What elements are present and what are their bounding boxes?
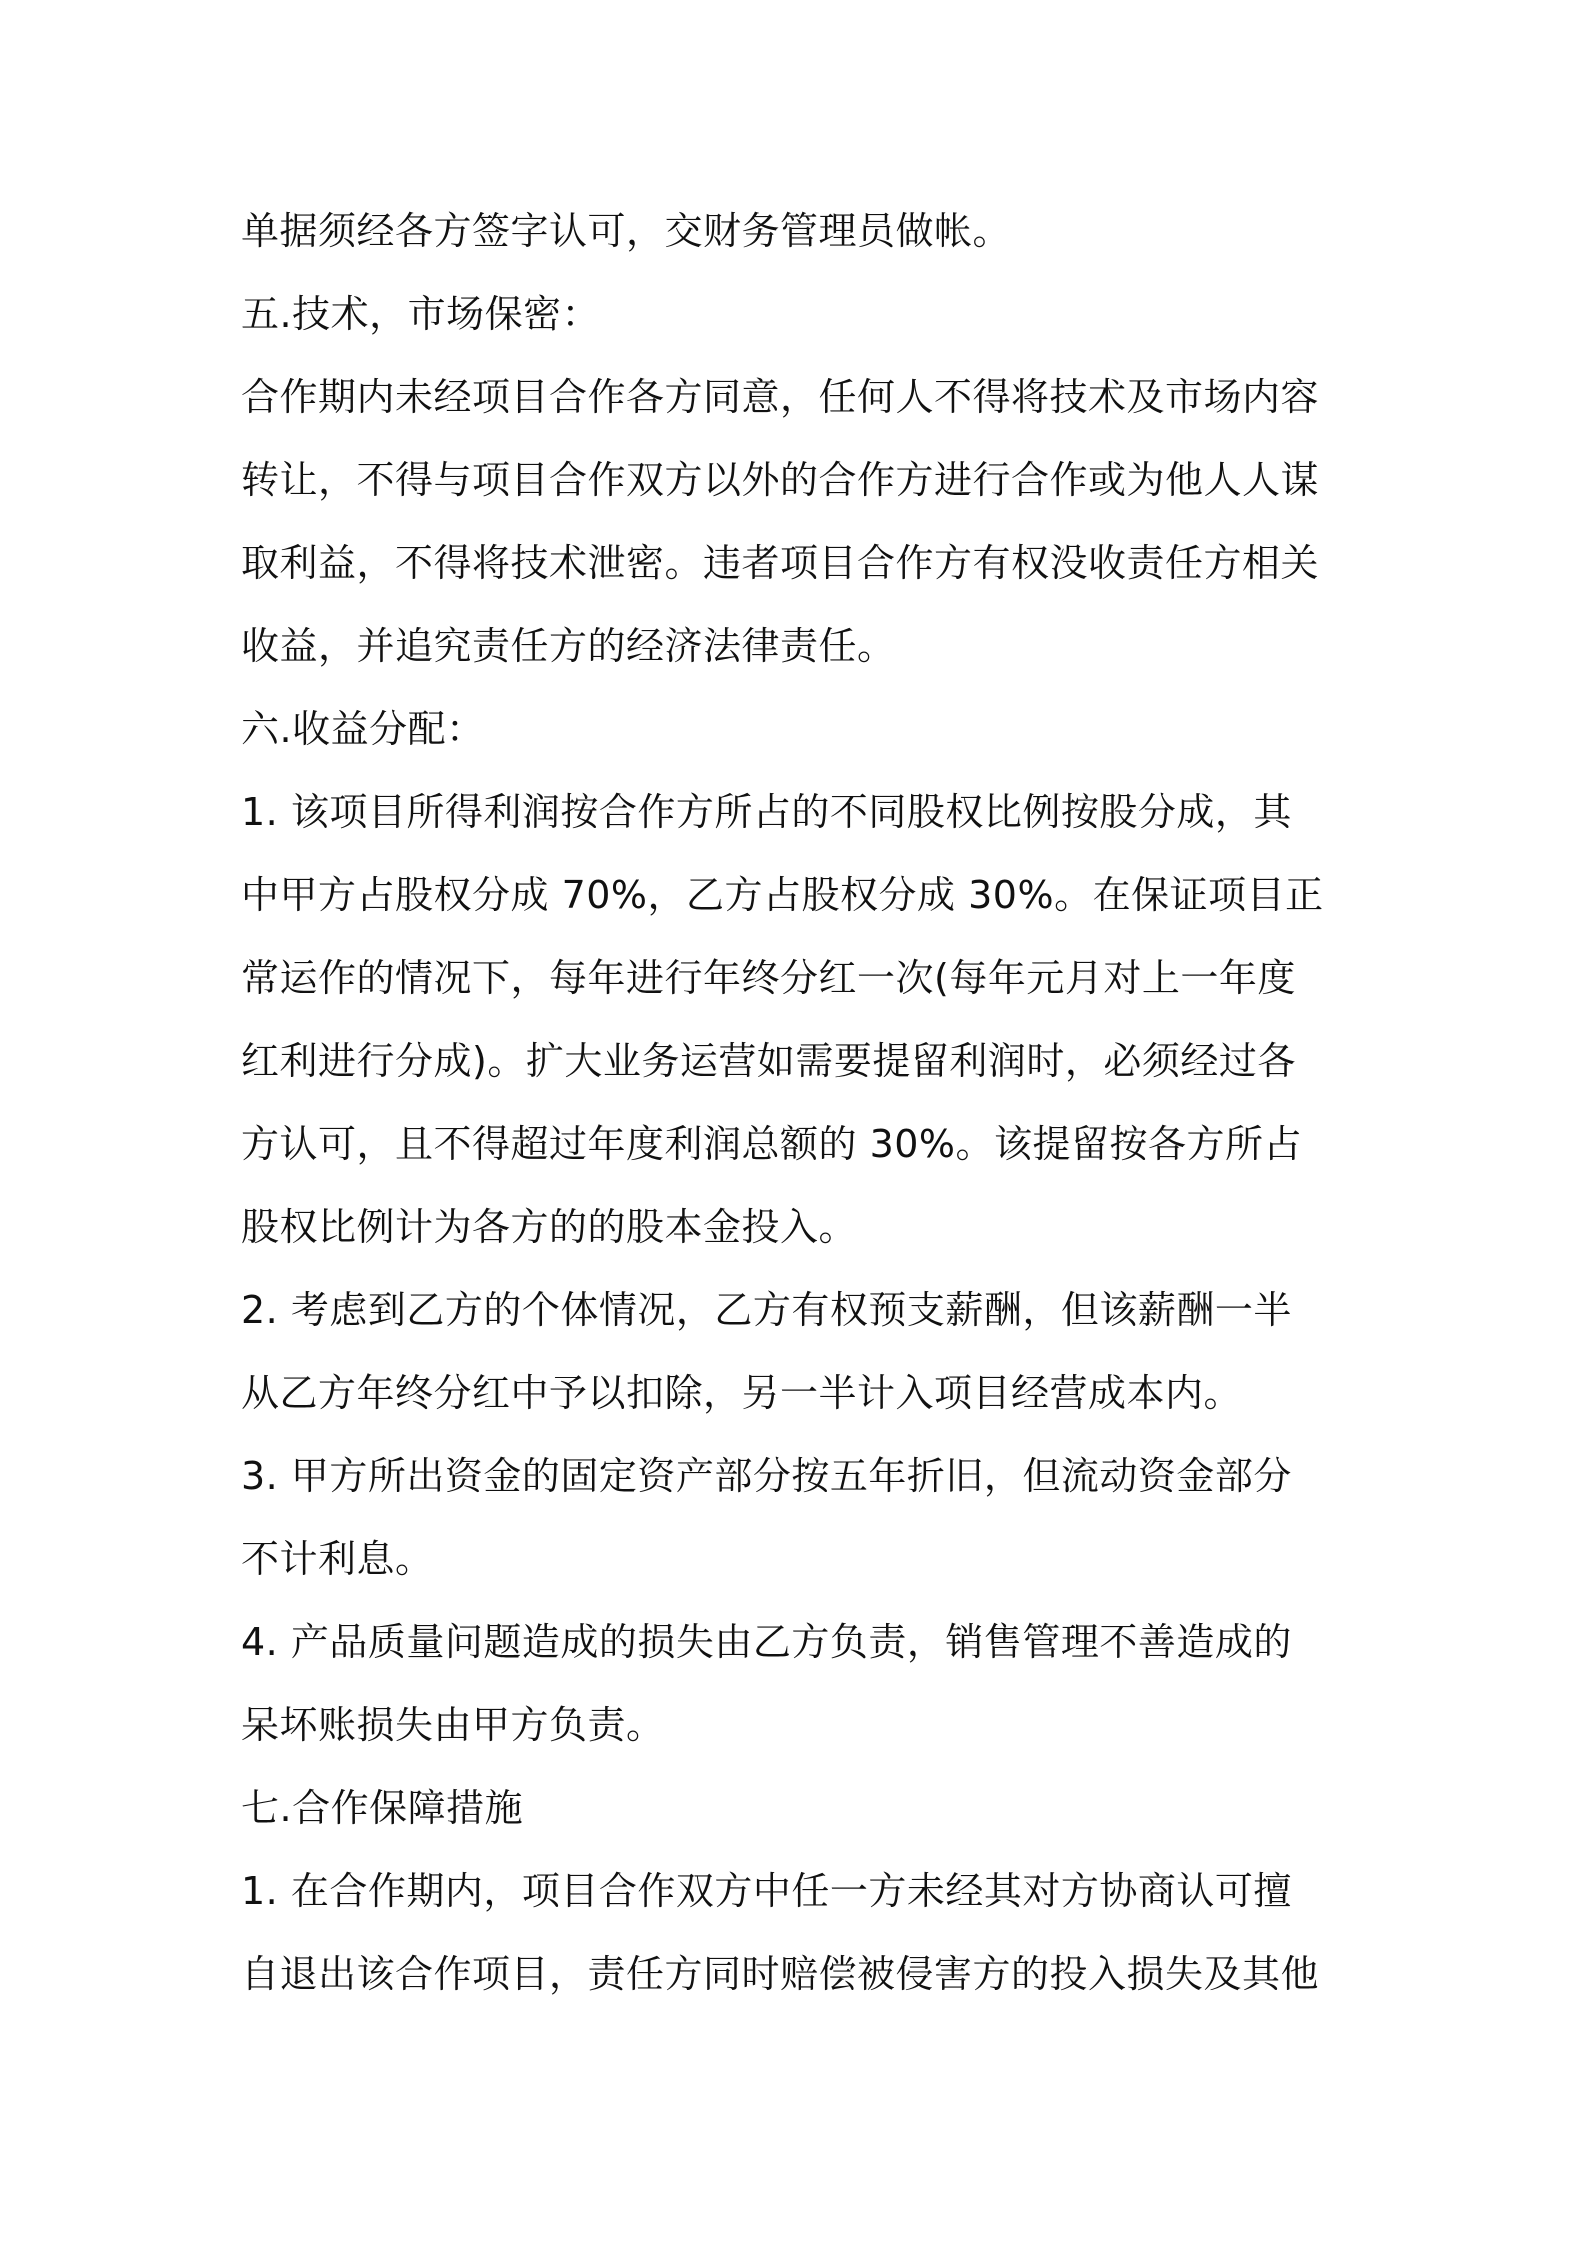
- text-line: 转让，不得与项目合作双方以外的合作方进行合作或为他人人谋: [241, 458, 1320, 502]
- text-line: 股权比例计为各方的的股本金投入。: [241, 1205, 858, 1249]
- text-line: 不计利息。: [241, 1537, 434, 1581]
- text-line: 从乙方年终分红中予以扣除，另一半计入项目经营成本内。: [241, 1371, 1243, 1415]
- document-page: [241, 190, 1356, 2016]
- section-heading: 六.收益分配：: [241, 707, 485, 751]
- text-line: 2. 考虑到乙方的个体情况，乙方有权预支薪酬，但该薪酬一半: [241, 1288, 1292, 1332]
- text-line: 收益，并追究责任方的经济法律责任。: [241, 624, 896, 668]
- text-line: 3. 甲方所出资金的固定资产部分按五年折旧，但流动资金部分: [241, 1454, 1292, 1498]
- text-line: 单据须经各方签字认可，交财务管理员做帐。: [241, 209, 1012, 253]
- text-line: 1. 该项目所得利润按合作方所占的不同股权比例按股分成，其: [241, 790, 1292, 834]
- text-line: 4. 产品质量问题造成的损失由乙方负责，销售管理不善造成的: [241, 1620, 1292, 1664]
- text-line: 合作期内未经项目合作各方同意，任何人不得将技术及市场内容: [241, 375, 1320, 419]
- text-line: 取利益，不得将技术泄密。违者项目合作方有权没收责任方相关: [241, 541, 1320, 585]
- text-line: 红利进行分成)。扩大业务运营如需要提留利润时，必须经过各: [241, 1039, 1296, 1083]
- section-heading: 五.技术，市场保密：: [241, 292, 601, 336]
- text-line: 呆坏账损失由甲方负责。: [241, 1703, 665, 1747]
- text-line: 常运作的情况下，每年进行年终分红一次(每年元月对上一年度: [241, 956, 1296, 1000]
- text-line: 方认可，且不得超过年度利润总额的 30%。该提留按各方所占: [241, 1122, 1303, 1166]
- text-line: 1. 在合作期内，项目合作双方中任一方未经其对方协商认可擅: [241, 1869, 1292, 1913]
- text-line: 中甲方占股权分成 70%，乙方占股权分成 30%。在保证项目正: [241, 873, 1324, 917]
- text-line: 自退出该合作项目，责任方同时赔偿被侵害方的投入损失及其他: [241, 1952, 1320, 1996]
- section-heading: 七.合作保障措施: [241, 1786, 524, 1830]
